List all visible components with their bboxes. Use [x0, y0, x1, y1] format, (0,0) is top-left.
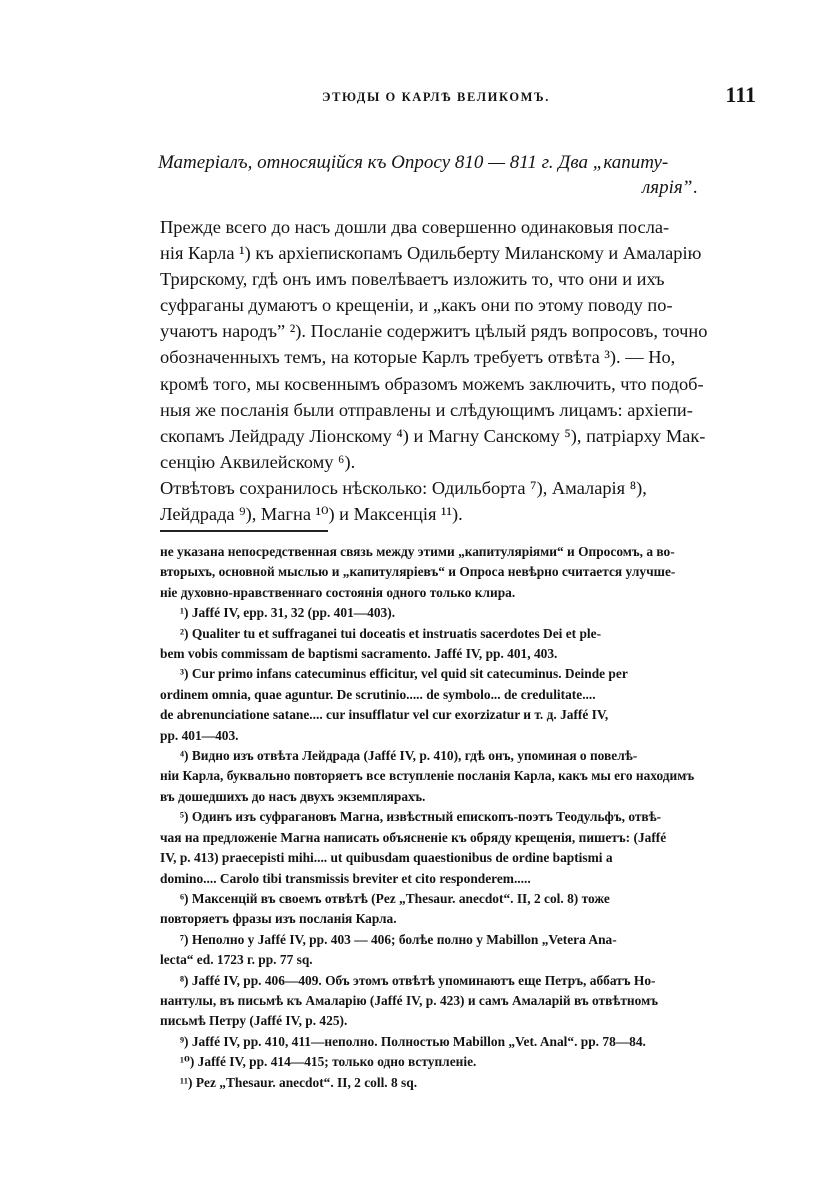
footnote-line: ⁴) Видно изъ отвѣта Лейдрада (Jaffé IV, p. 410), гдѣ онъ, упоминая о повелѣ-	[180, 748, 638, 764]
page-number: 111	[725, 82, 756, 107]
body-line: учаютъ народъˮ ²). Посланіе содержитъ цѣлый рядъ вопросовъ, точно	[160, 321, 708, 342]
footnotes	[160, 542, 758, 1093]
footnote-line: lecta“ ed. 1723 г. pp. 77 sq.	[160, 952, 313, 968]
body-line: Трирскому, гдѣ онъ имъ повелѣваетъ изложить то, что они и ихъ	[160, 269, 665, 290]
footnote-line: ⁹) Jaffé IV, pp. 410, 411—неполно. Полностью Mabillon „Vet. Anal“. pp. 78—84.	[180, 1033, 646, 1049]
footnote-line: bem vobis commissam de baptismi sacramento. Jaffé IV, pp. 401, 403.	[160, 646, 558, 662]
page-header	[160, 82, 758, 116]
heading-line: Матеріалъ, относящійся къ Опросу 810 — 811 г. Два „капиту-	[158, 152, 669, 173]
footnote-line: ⁷) Неполно у Jaffé IV, pp. 403 — 406; болѣе полно у Mabillon „Vetera Ana-	[180, 931, 617, 947]
footnote-line: pp. 401—403.	[160, 727, 239, 743]
footnote-line: ¹⁰) Jaffé IV, pp. 414—415; только одно вступленіе.	[180, 1054, 477, 1070]
footnote-line: не указана непосредственная связь между этими „капитуляріями“ и Опросомъ, а во-	[160, 544, 675, 559]
body-line: суфраганы думаютъ о крещеніи, и „какъ они по этому поводу по-	[160, 295, 673, 316]
footnote-line: ³) Cur primo infans catecuminus efficitur, vel quid sit catecuminus. Deinde per	[180, 666, 628, 682]
body-line: скопамъ Лейдраду Ліонскому ⁴) и Магну Санскому ⁵), патріарху Мак-	[160, 425, 706, 446]
footnote-line: вторыхъ, основной мыслью и „капитуляріевъ“ и Опроса невѣрно считается улучше-	[160, 564, 676, 580]
footnote-line: IV, p. 413) praecepisti mihi.... ut quibusdam quaestionibus de ordine baptismi a	[160, 850, 613, 866]
body-line: сенцію Аквилейскому ⁶).	[160, 451, 356, 472]
footnote-rule	[160, 530, 328, 532]
body-line: кромѣ того, мы косвеннымъ образомъ можемъ заключить, что подоб-	[160, 373, 704, 394]
footnote-line: ніи Карла, буквально повторяетъ все вступленіе посланія Карла, какъ мы его находимъ	[160, 768, 695, 784]
footnote-line: domino.... Carolo tibi transmissis breviter et cito responderem.....	[160, 870, 531, 886]
body-line: Лейдрада ⁹), Магна ¹⁰) и Максенція ¹¹).	[160, 504, 463, 525]
footnote-line: ordinem omnia, quae aguntur. De scrutinio..... de symbolo... de credulitate....	[160, 686, 596, 702]
section-heading	[158, 150, 758, 200]
running-title: ЭТЮДЫ О КАРЛѢ ВЕЛИКОМЪ.	[322, 90, 550, 104]
footnote-line: ⁵) Одинъ изъ суфрагановъ Магна, извѣстный епископъ-поэтъ Теодульфъ, отвѣ-	[180, 809, 662, 825]
footnote-line: ⁶) Максенцій въ своемъ отвѣтѣ (Pez „Thesaur. anecdot“. II, 2 col. 8) тоже	[180, 890, 610, 906]
footnote-line: повторяетъ фразы изъ посланія Карла.	[160, 911, 397, 927]
body-line: обозначенныхъ темъ, на которые Карлъ требуетъ отвѣта ³). — Но,	[160, 347, 676, 368]
footnote-line: ¹¹) Pez „Thesaur. anecdot“. II, 2 coll. 8 sq.	[180, 1074, 418, 1090]
footnote-line: ²) Qualiter tu et suffraganei tui doceatis et instruatis sacerdotes Dei et ple-	[180, 625, 602, 641]
footnote-line: въ дошедшихъ до насъ двухъ экземплярахъ.	[160, 788, 426, 804]
footnote-line: письмѣ Петру (Jaffé IV, p. 425).	[160, 1013, 348, 1029]
body-line: Отвѣтовъ сохранилось нѣсколько: Одильборта ⁷), Амаларія ⁸),	[160, 477, 647, 498]
footnote-line: нантулы, въ письмѣ къ Амаларію (Jaffé IV, p. 423) и самъ Амаларій въ отвѣтномъ	[160, 992, 659, 1008]
footnote-line: de abrenunciatione satane.... cur insufflatur vel cur exorzizatur и т. д. Jaffé IV,	[160, 707, 609, 723]
body-line: нія Карла ¹) къ архіепископамъ Одильберту Миланскому и Амаларію	[160, 243, 702, 264]
body-line: ныя же посланія были отправлены и слѣдующимъ лицамъ: архіепи-	[160, 399, 693, 420]
body-text	[160, 214, 758, 527]
heading-line: ляріяˮ.	[642, 177, 699, 198]
footnote-line: ⁸) Jaffé IV, pp. 406—409. Объ этомъ отвѣтѣ упоминаютъ еще Петръ, аббатъ Но-	[180, 972, 656, 988]
footnote-line: ¹) Jaffé IV, epp. 31, 32 (pp. 401—403).	[180, 605, 396, 621]
footnote-line: чая на предложеніе Магна написать объясненіе къ обряду крещенія, пишетъ: (Jaffé	[160, 829, 667, 845]
body-line: Прежде всего до насъ дошли два совершенно одинаковыя посла-	[160, 217, 670, 237]
footnote-line: ніе духовно-нравственнаго состоянія одного только клира.	[160, 584, 516, 600]
